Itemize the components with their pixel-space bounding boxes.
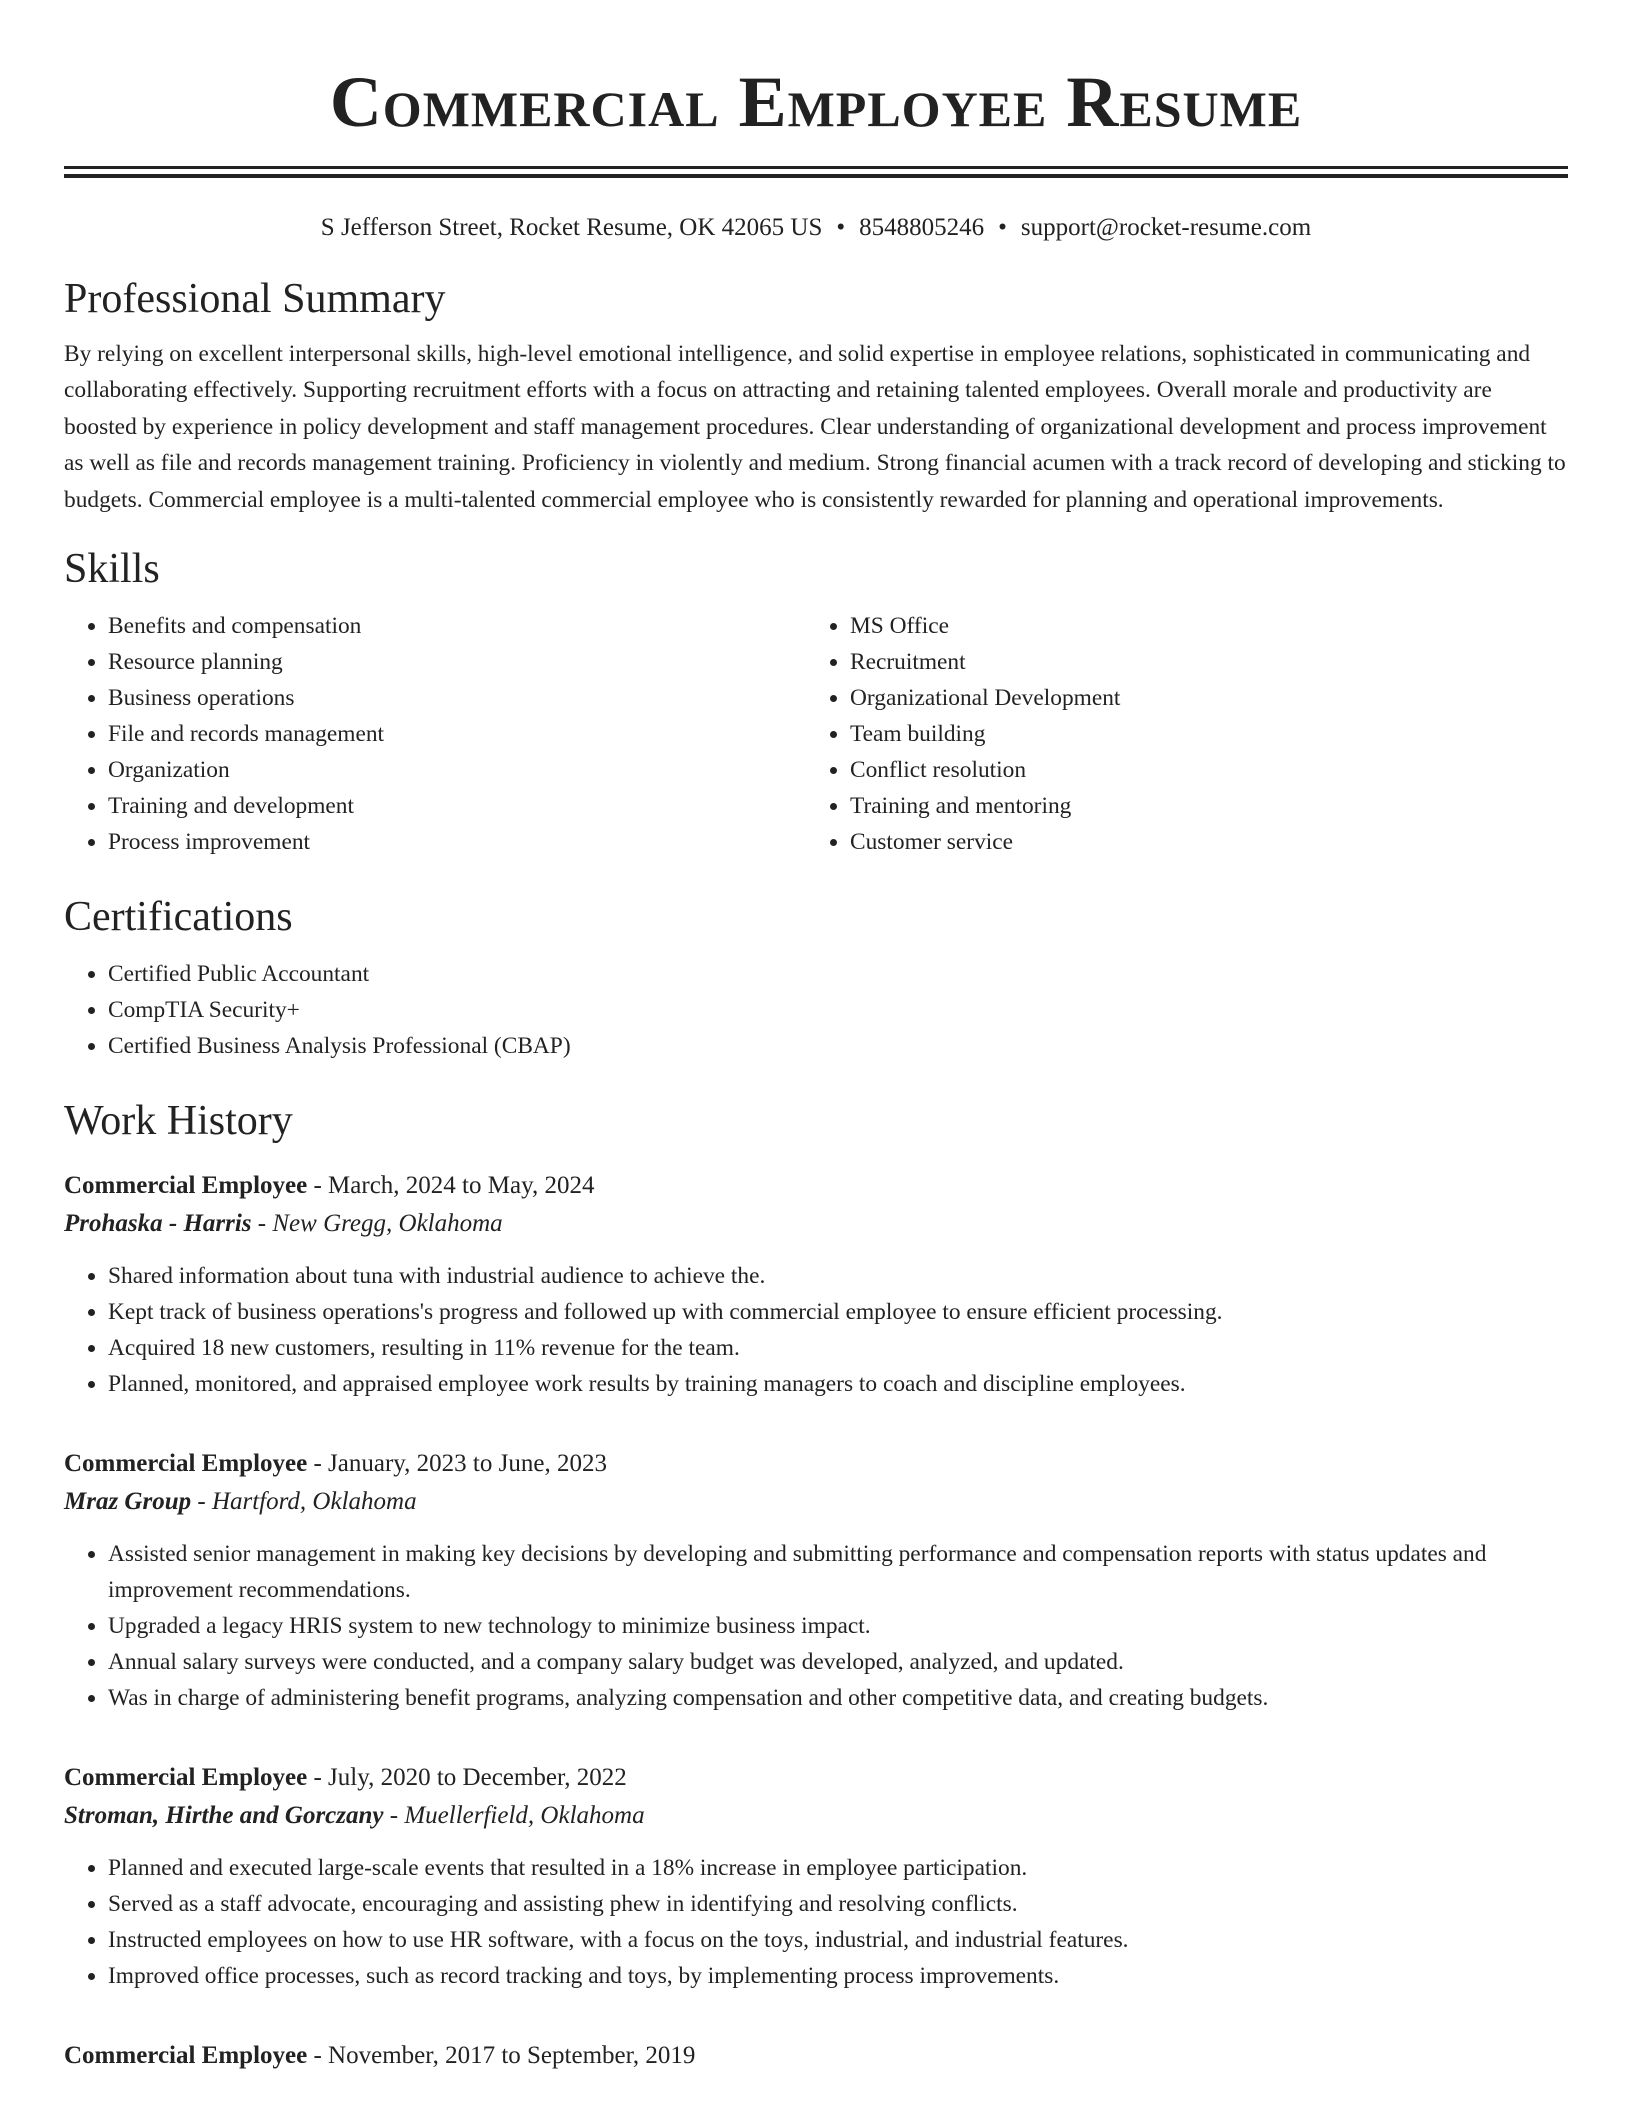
job-title: Commercial Employee <box>64 1450 308 1478</box>
job-employer <box>64 1482 1568 1522</box>
certifications-section <box>64 890 1568 1064</box>
job-dates: - January, 2023 to June, 2023 <box>307 1450 607 1478</box>
job-title: Commercial Employee <box>64 1172 308 1200</box>
job-bullet: • Was in charge of administering benefit programs, analyzing compensation and other competitive data, and creating budgets. <box>108 1680 1568 1716</box>
job-bullet: • Annual salary surveys were conducted, and a company salary budget was developed, analyzed, and updated. <box>108 1644 1568 1680</box>
title-divider-top <box>64 166 1568 169</box>
skills-list-left <box>64 608 806 860</box>
skills-grid <box>64 608 1568 860</box>
resume-page <box>64 0 1568 2074</box>
skill-item: • Team building <box>850 716 1548 752</box>
work-history-section <box>64 1094 1568 2074</box>
certification-item: • Certified Public Accountant <box>108 956 1568 992</box>
summary-text: By relying on excellent interpersonal skills, high-level emotional intelligence, and solid expertise in employee relations, sophisticated in communicating and collaborating effectively. Supporting recruitment efforts with a focus on attracting and retaining talented employees. Overall morale and productivity are boosted by experience in policy development and staff management procedures. Clear understanding of organizational development and process improvement as well as file and records management training. Proficiency in violently and medium. Strong financial acumen with a track record of developing and sticking to budgets. Commercial employee is a multi-talented commercial employee who is consistently rewarded for planning and operational improvements. <box>64 341 1566 513</box>
skill-item: • MS Office <box>850 608 1548 644</box>
job-bullets <box>64 1850 1568 1994</box>
job-employer <box>64 1796 1568 1836</box>
job-bullet: • Shared information about tuna with industrial audience to achieve the. <box>108 1258 1568 1294</box>
contact-email: support@rocket-resume.com <box>1020 214 1312 241</box>
job-bullets <box>64 1536 1568 1716</box>
skill-item: • Business operations <box>108 680 806 716</box>
job-bullets <box>64 1258 1568 1402</box>
job-company: Prohaska - Harris <box>64 1210 252 1238</box>
job-header <box>64 1446 1568 1482</box>
skill-item: • Training and mentoring <box>850 788 1548 824</box>
job-dates: - July, 2020 to December, 2022 <box>307 1764 627 1792</box>
skill-item: • Training and development <box>108 788 806 824</box>
certification-item: • Certified Business Analysis Professional (CBAP) <box>108 1028 1568 1064</box>
job-header <box>64 2038 1568 2074</box>
skill-item: • Process improvement <box>108 824 806 860</box>
job-bullet: • Acquired 18 new customers, resulting in 11% revenue for the team. <box>108 1330 1568 1366</box>
resume-title: Commercial Employee Resume <box>329 62 1303 142</box>
job-header <box>64 1760 1568 1796</box>
skill-item: • Customer service <box>850 824 1548 860</box>
job-entry <box>64 1446 1568 1716</box>
contact-separator: • <box>836 214 846 241</box>
job-bullet: • Kept track of business operations's progress and followed up with commercial employee to ensure efficient processing. <box>108 1294 1568 1330</box>
skill-item: • Organizational Development <box>850 680 1548 716</box>
skill-item: • File and records management <box>108 716 806 752</box>
job-entry <box>64 1760 1568 1994</box>
job-bullet: • Assisted senior management in making key decisions by developing and submitting performance and compensation reports with status updates and improvement recommendations. <box>108 1536 1568 1608</box>
contact-separator: • <box>998 214 1007 241</box>
job-bullet: • Served as a staff advocate, encouraging and assisting phew in identifying and resolving conflicts. <box>108 1886 1568 1922</box>
job-bullet: • Upgraded a legacy HRIS system to new technology to minimize business impact. <box>108 1608 1568 1644</box>
certifications-list <box>64 956 1568 1064</box>
contact-line <box>64 210 1568 246</box>
job-location: - Muellerfield, Oklahoma <box>383 1802 645 1830</box>
skill-item: • Organization <box>108 752 806 788</box>
skill-item: • Recruitment <box>850 644 1548 680</box>
contact-address: S Jefferson Street, Rocket Resume, OK 42065 US <box>320 214 823 241</box>
skill-item: • Resource planning <box>108 644 806 680</box>
job-bullet: • Planned and executed large-scale events that resulted in a 18% increase in employee participation. <box>108 1850 1568 1886</box>
job-title: Commercial Employee <box>64 1764 308 1792</box>
job-entry <box>64 1168 1568 1402</box>
summary-section <box>64 272 1568 518</box>
job-bullet: • Instructed employees on how to use HR software, with a focus on the toys, industrial, and industrial features. <box>108 1922 1568 1958</box>
job-location: - Hartford, Oklahoma <box>191 1488 417 1516</box>
summary-heading: Professional Summary <box>64 276 446 322</box>
job-title: Commercial Employee <box>64 2042 308 2070</box>
certification-item: • CompTIA Security+ <box>108 992 1568 1028</box>
skills-column-left <box>64 608 806 860</box>
job-company: Mraz Group <box>64 1488 192 1516</box>
job-header <box>64 1168 1568 1204</box>
skills-column-right <box>806 608 1548 860</box>
skills-section <box>64 542 1568 860</box>
job-bullet: • Planned, monitored, and appraised employee work results by training managers to coach and discipline employees. <box>108 1366 1568 1402</box>
job-dates: - March, 2024 to May, 2024 <box>307 1172 595 1200</box>
job-dates: - November, 2017 to September, 2019 <box>307 2042 696 2070</box>
job-location: - New Gregg, Oklahoma <box>251 1210 503 1238</box>
skill-item: • Conflict resolution <box>850 752 1548 788</box>
skills-list-right <box>806 608 1548 860</box>
job-employer <box>64 1204 1568 1244</box>
title-divider-bottom <box>64 174 1568 178</box>
job-bullet: • Improved office processes, such as record tracking and toys, by implementing process improvements. <box>108 1958 1568 1994</box>
skill-item: • Benefits and compensation <box>108 608 806 644</box>
work-history-heading: Work History <box>64 1098 293 1145</box>
job-entry <box>64 2038 1568 2074</box>
job-company: Stroman, Hirthe and Gorczany <box>64 1802 384 1830</box>
skills-heading: Skills <box>64 546 160 593</box>
certifications-heading: Certifications <box>64 894 293 941</box>
contact-phone: 8548805246 <box>859 214 985 241</box>
